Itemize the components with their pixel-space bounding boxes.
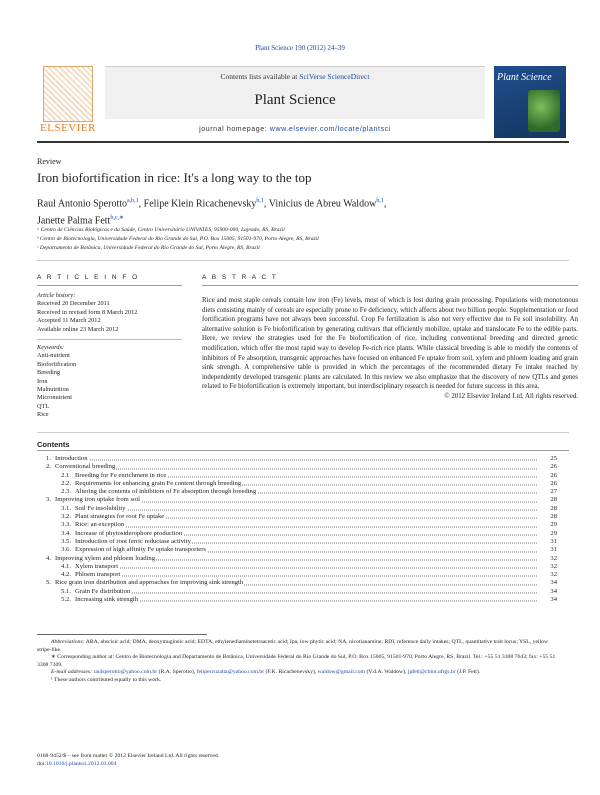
toc-number: 3. [46,496,51,504]
toc-title[interactable]: Conventional breeding [55,463,116,471]
toc-page-number: 31 [543,546,557,554]
author-affiliation-mark[interactable]: b,1 [376,198,384,204]
toc-title[interactable]: Phloem transport [75,571,121,579]
toc-entry[interactable] [37,571,557,579]
elsevier-logo [37,66,99,134]
toc-entry[interactable] [37,455,557,463]
keyword: Iron [37,377,48,385]
affiliation-divider [37,260,569,261]
toc-title[interactable]: Soil Fe insolubility [75,504,126,512]
toc-leader-dots [55,463,537,469]
email-link[interactable]: raulsperotto@yahoo.com.br [93,669,158,675]
toc-number: 3.3. [61,521,71,529]
toc-page-number: 28 [543,496,557,504]
author-affiliation-mark[interactable]: b,c,∗ [110,215,125,222]
toc-title[interactable]: Increasing sink strength [75,596,138,604]
toc-leader-dots [75,505,537,511]
toc-entry[interactable] [37,496,557,504]
affiliation: ᶜ Departamento de Botânica, Universidade Federal do Rio Grande do Sul, Porto Alegre, RS, Brazil [37,245,260,251]
doi-line [37,761,337,769]
toc-entry[interactable] [37,530,557,538]
author-name[interactable]: Janette Palma Fett [37,215,111,227]
toc-entry[interactable] [37,546,557,554]
journal-title: Plant Science [254,92,336,108]
journal-homepage [105,126,485,133]
author-list: Raul Antonio Sperotto$^{a,b,1}$, Felipe Klein Ricachenevsky$^{b,1}$, Vinicius de Abreu Waldow$^{b,1}$, Janette Palma Fett$^{b,c,∗}$ [37,198,387,227]
toc-entry[interactable] [37,513,557,521]
contents-heading: Contents [37,440,70,449]
history-item: Accepted 11 March 2012 [37,317,101,325]
toc-number: 4. [46,554,51,562]
toc-title[interactable]: Introduction of root ferric reductase activity [75,537,191,545]
abbreviations [37,639,561,654]
toc-number: 3.2. [61,513,71,521]
contents-availability [105,72,485,81]
info-divider [37,339,182,340]
header-divider [37,141,569,143]
toc-page-number: 26 [543,463,557,471]
history-label: Article history: [37,292,76,299]
toc-page-number: 27 [543,488,557,496]
keyword: Biofortification [37,360,77,368]
keyword: Micronutrient [37,394,72,402]
toc-page-number: 32 [543,563,557,571]
article-info [37,292,182,420]
article-type: Review [37,157,62,166]
equal-contribution-note: ¹ These authors contributed equally to this work. [51,676,162,683]
toc-page-number: 25 [543,455,557,463]
abstract-rule [202,285,578,286]
toc-page-number: 29 [543,521,557,529]
toc-number: 4.2. [61,571,71,579]
toc-page-number: 32 [543,571,557,579]
author-name[interactable]: Vinicius de Abreu Waldow [268,198,377,210]
toc-number: 3.5. [61,537,71,545]
toc-entry[interactable] [37,463,557,471]
toc-page-number: 28 [543,505,557,513]
author-name[interactable]: Raul Antonio Sperotto [37,198,127,210]
history-item: Received 20 December 2011 [37,300,110,308]
article-info-heading: A R T I C L E I N F O [37,274,140,281]
email-addresses [37,669,561,677]
sciencedirect-link[interactable]: SciVerse ScienceDirect [299,72,370,81]
toc-entry[interactable] [37,596,557,604]
keyword: Anti-nutrient [37,352,70,360]
keywords-label: Keywords: [37,344,65,352]
keyword: QTL [37,402,50,410]
toc-entry[interactable] [37,538,557,546]
toc-page-number: 29 [543,530,557,538]
keyword: Breeding [37,369,61,377]
toc-number: 1. [46,455,51,462]
toc-page-number: 31 [543,538,557,546]
toc-entry[interactable] [37,521,557,529]
toc-title[interactable]: Altering the contents of inhibitors of Fe absorption through breeding [75,488,257,496]
email-owner: (V.d.A. Waldow), [366,669,407,675]
article-info-rule [37,285,182,286]
toc-title[interactable]: Introduction [55,455,88,462]
toc-page-number: 34 [543,588,557,596]
toc-page-number: 32 [543,555,557,563]
toc-entry[interactable] [37,472,557,480]
publisher-logo-text: ELSEVIER [40,122,96,134]
toc-page-number: 34 [543,596,557,604]
corresponding-author: ∗ Corresponding author at: Centro de Biotecnologia and Departamento de Botânica, Universidade Federal do Rio Grande do Sul, P.O. Box 15005, 91501-970, Porto Alegre, RS, Brazil. Tel.: +55 51 3308 7643; fax: +55 51 3308 7309. [37,654,556,668]
toc-title[interactable]: Grain Fe distribution [75,587,131,595]
toc-entry[interactable] [37,579,557,587]
toc-number: 3.4. [61,529,71,537]
toc-title[interactable]: Breeding for Fe enrichment in rice [75,471,167,479]
email-owner: (F.K. Ricachenevsky), [265,669,317,675]
toc-title[interactable]: Rice: an exception [75,521,125,529]
toc-title[interactable]: Improving xylem and phloem loading [55,554,155,562]
toc-entry[interactable] [37,555,557,563]
doi-label: doi: [37,760,46,767]
abstract-text: Rice and most staple cereals contain low iron (Fe) levels, most of which is lost during grain processing. Populations with monotonous diets consisting mainly of cereals are especially prone to Fe deficiency, which affects about two billion people. Supplementation or food fortification programs have not always been successful. Crop Fe fertilization is also not very effective due to Fe soil insolubility. An alternative solution is Fe biofortification by generating cultivars that efficiently mobilize, uptake and translocate Fe to the edible parts. Here, we review the strategies used for the Fe biofortification of rice, including conventional breeding and directed genetic modification, which offer the most rapid way to develop Fe-rich rice plants. While classical breeding is able to modify the contents of inhibitors of Fe absorption, transgenic approaches have focused on enhanced Fe uptake from soil, xylem and phloem loading and grain sink strength. A comprehensive table is provided in which the percentages of the recommended dietary Fe intake reached by independently developed transgenic plants are calculated. In this review we also emphasize that the discovery of new QTLs and genes related to Fe biofortification is extremely important, but interdisciplinary research is needed for future success in this area. [202,297,578,391]
toc-entry[interactable] [37,480,557,488]
email-link[interactable]: jpfett@cbiot.ufrgs.br [407,669,456,675]
toc-leader-dots [75,588,537,594]
author-affiliation-mark[interactable]: b,1 [256,198,264,204]
toc-entry[interactable] [37,505,557,513]
toc-title[interactable]: Increase of phytosiderophore production [75,529,183,537]
toc-number: 2.2. [61,479,71,487]
elsevier-tree-icon [43,66,93,122]
toc-number: 5.2. [61,596,71,604]
homepage-link[interactable]: www.elsevier.com/locate/plantsci [269,126,391,133]
email-link[interactable]: waldow@gmail.com [317,669,366,675]
footnotes [37,639,561,684]
toc-entry[interactable] [37,488,557,496]
author-affiliation-mark[interactable]: a,b,1 [127,198,139,204]
contents-rule [37,450,569,451]
journal-reference[interactable]: Plant Science 190 (2012) 24–39 [255,44,345,52]
abbreviations-text: ABA, abscisic acid; DMA, deoxymugineic acid; EDTA, ethylenediaminetetraacetic acid; Ipa, low phytic acid; NA, nicotianamine; RDI, reference daily intakes; QTL, quantitative trait locus; YSL, yellow stripe-like. [37,639,549,653]
contents-prefix: Contents lists available at [220,72,300,81]
toc-page-number: 26 [543,480,557,488]
toc-number: 5. [46,579,51,587]
toc-number: 3.6. [61,546,71,554]
toc-leader-dots [75,571,537,577]
affiliation: ᵇ Centro de Biotecnologia, Universidade Federal do Rio Grande do Sul, P.O. Box 15005, 91501-970, Porto Alegre, RS, Brazil [37,236,319,242]
toc-number: 2. [46,463,51,471]
copyright: © 2012 Elsevier Ireland Ltd. All rights reserved. [444,392,578,400]
abstract-heading: A B S T R A C T [202,274,278,281]
abbreviations-label: Abbreviations: [51,639,85,645]
toc-title[interactable]: Expression of high affinity Fe uptake transporters [75,546,206,554]
toc-page-number: 34 [543,579,557,587]
cover-title: Plant Science [497,72,552,83]
toc-page-number: 28 [543,513,557,521]
email-owner: (R.A. Sperotto), [158,669,196,675]
toc-leader-dots [75,596,537,602]
toc-leader-dots [75,521,537,527]
doi-link[interactable]: 10.1016/j.plantsci.2012.03.004 [45,760,117,767]
toc-number: 4.1. [61,562,71,570]
author-name[interactable]: Felipe Klein Ricachenevsky [143,198,257,210]
toc-entry[interactable] [37,588,557,596]
toc-leader-dots [75,563,537,569]
abstract [202,296,578,402]
toc-title[interactable]: Requirements for enhancing grain Fe content through breeding [75,479,242,487]
email-owner: (J.P. Fett). [457,669,481,675]
email-link[interactable]: felipecruzalta@yahoo.com.br [196,669,265,675]
toc-entry[interactable] [37,563,557,571]
journal-cover-image [494,66,566,138]
toc-number: 2.3. [61,488,71,496]
toc-leader-dots [55,455,537,461]
affiliation: ᵃ Centro de Ciências Biológicas e da Saúde, Centro Universitário UNIVATES, 95900-000, Lajeado, RS, Brazil [37,227,285,233]
cover-plant-image [528,90,560,132]
issn-line: 0168-9452/$ – see front matter © 2012 Elsevier Ireland Ltd. All rights reserved. [37,753,220,759]
toc-title[interactable]: Plant strategies for root Fe uptake [75,513,165,521]
homepage-prefix: journal homepage: [199,126,270,133]
history-item: Received in revised form 8 March 2012 [37,308,138,316]
toc-number: 2.1. [61,471,71,479]
table-of-contents [37,455,557,604]
toc-number: 5.1. [61,587,71,595]
contents-top-rule [37,432,569,433]
toc-title[interactable]: Xylem transport [75,562,119,570]
email-label: E-mail addresses: [51,669,93,675]
toc-title[interactable]: Improving iron uptake from soil [55,496,140,504]
toc-title[interactable]: Rice grain iron distribution and approaches for improving sink strength [55,579,244,587]
footnote-divider [37,634,207,635]
toc-page-number: 26 [543,472,557,480]
toc-number: 3.1. [61,504,71,512]
publication-info [37,753,337,768]
keyword: Rice [37,411,49,419]
history-item: Available online 23 March 2012 [37,325,119,333]
keyword: Malnutrition [37,386,69,394]
article-title: Iron biofortification in rice: It's a long way to the top [37,170,312,185]
